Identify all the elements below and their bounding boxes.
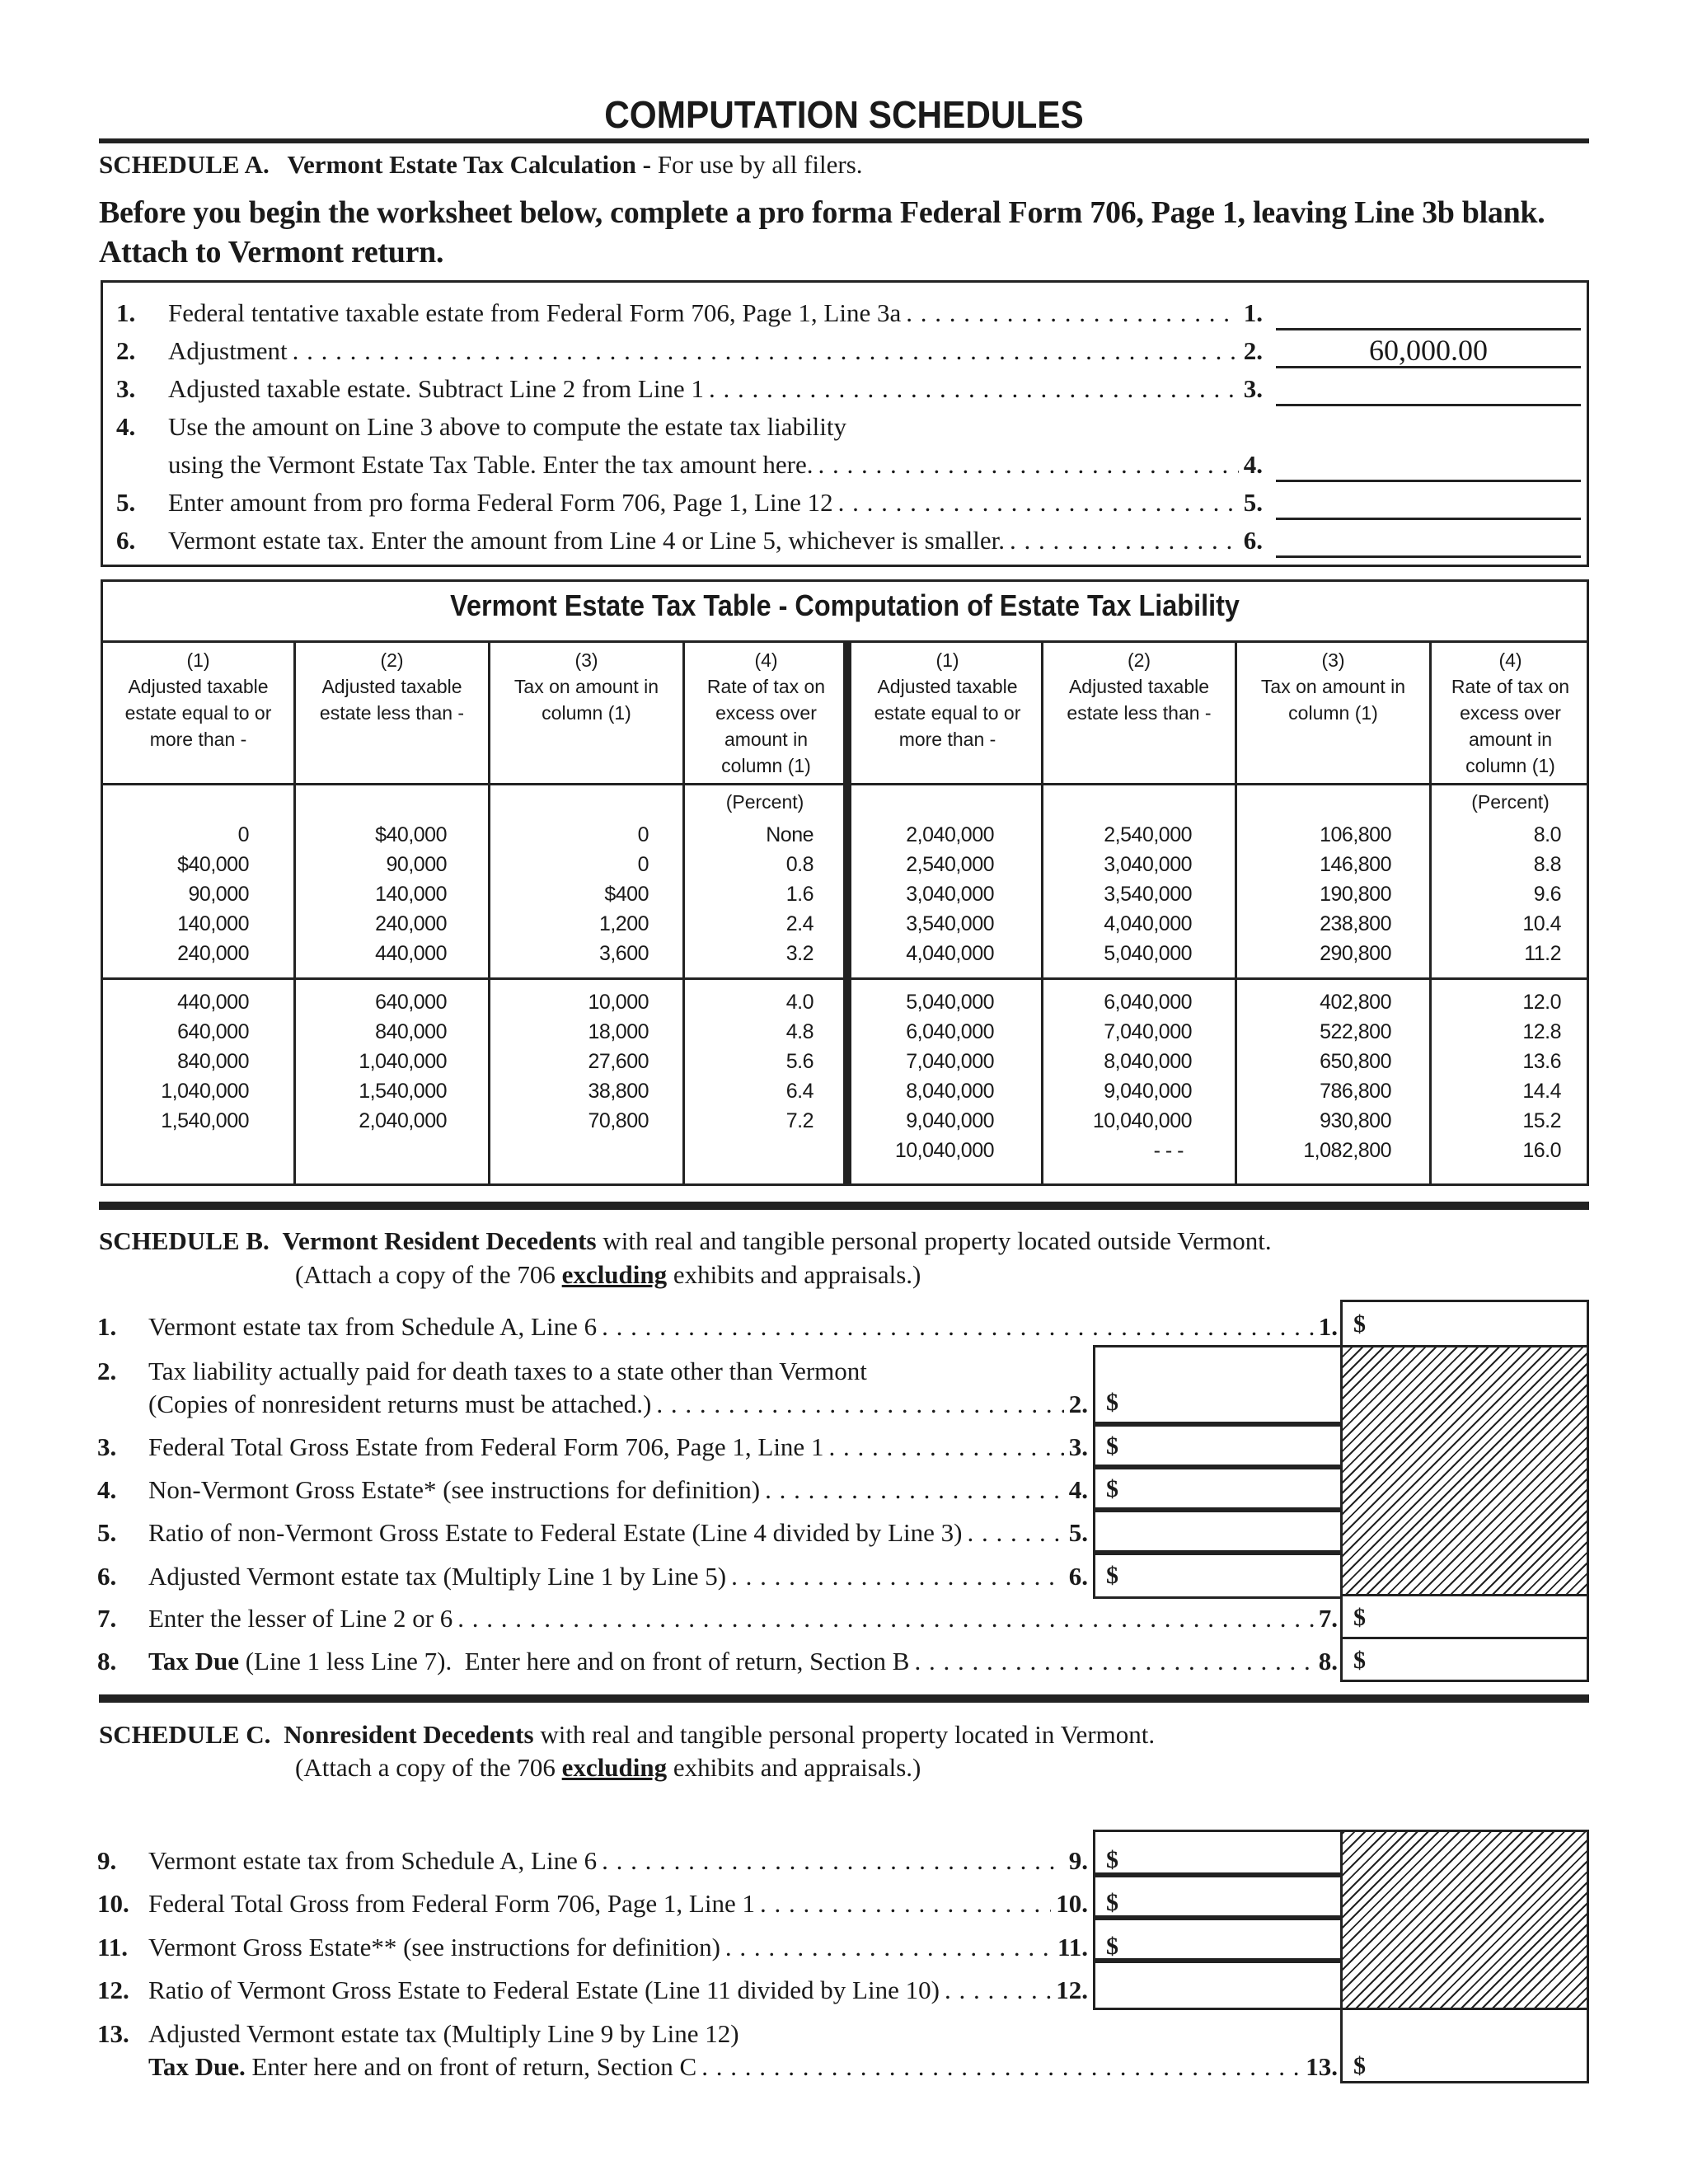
worksheet-line bbox=[148, 1975, 1088, 2005]
table-cell: 1,540,000 bbox=[161, 1109, 249, 1132]
attach-note-pre: (Attach a copy of the 706 bbox=[295, 1753, 562, 1782]
table-cell: 15.2 bbox=[1522, 1109, 1561, 1132]
schedule-b-attach-note bbox=[295, 1260, 921, 1290]
table-cell: 0.8 bbox=[785, 853, 814, 876]
table-cell: 14.4 bbox=[1522, 1080, 1561, 1103]
table-cell: 5,040,000 bbox=[1104, 942, 1192, 965]
schedule-c-attach-note bbox=[295, 1753, 921, 1783]
instruction-line-1: Before you begin the worksheet below, complete a pro forma Federal Form 706, Page 1, leaving Line 3b blank. bbox=[99, 195, 1545, 230]
table-cell: 2,540,000 bbox=[906, 853, 994, 876]
estate-tax-table-title: Vermont Estate Tax Table - Computation of Estate Tax Liability bbox=[450, 588, 1240, 622]
header-text: column (1) bbox=[1288, 702, 1378, 724]
dollar-sign: $ bbox=[1106, 1562, 1118, 1589]
leader-dots bbox=[457, 1604, 1313, 1633]
line-text: Use the amount on Line 3 above to compute the estate tax liability bbox=[168, 412, 846, 441]
leader-dots bbox=[760, 1889, 1051, 1919]
schedule-c-description: with real and tangible personal property located in Vermont. bbox=[540, 1720, 1156, 1749]
table-cell: 2,040,000 bbox=[906, 823, 994, 846]
schedule-a-title: Vermont Estate Tax Calculation - bbox=[287, 150, 651, 179]
table-cell: $40,000 bbox=[375, 823, 447, 846]
table-cell: 11.2 bbox=[1524, 942, 1561, 965]
schedule-b-title: Vermont Resident Decedents bbox=[282, 1226, 597, 1255]
table-cell: 90,000 bbox=[386, 853, 447, 876]
percent-label: (Percent) bbox=[1471, 791, 1550, 813]
leader-dots bbox=[602, 1312, 1314, 1342]
leader-dots bbox=[828, 1432, 1063, 1462]
table-cell: 12.8 bbox=[1522, 1020, 1561, 1043]
table-cell: 3,540,000 bbox=[1104, 883, 1192, 906]
line-end-number: 9. bbox=[1068, 1846, 1088, 1875]
table-cell: 9.6 bbox=[1533, 883, 1561, 906]
leader-dots bbox=[906, 298, 1239, 328]
schedule-b-heading bbox=[99, 1226, 1272, 1256]
table-cell: 290,800 bbox=[1320, 942, 1391, 965]
table-cell: 440,000 bbox=[375, 942, 447, 965]
line-text: Enter the lesser of Line 2 or 6 bbox=[148, 1604, 453, 1633]
line-end-number: 6. bbox=[1068, 1562, 1088, 1591]
dollar-sign: $ bbox=[1106, 1389, 1118, 1416]
schedule-a-heading bbox=[99, 150, 863, 180]
answer-line bbox=[1276, 328, 1581, 330]
worksheet-line bbox=[148, 1604, 1338, 1633]
schedule-c-title: Nonresident Decedents bbox=[284, 1720, 534, 1749]
table-cell: 8.8 bbox=[1533, 853, 1561, 876]
table-cell: 0 bbox=[637, 853, 649, 876]
table-cell: 1,082,800 bbox=[1303, 1139, 1391, 1162]
worksheet-line bbox=[148, 1312, 1338, 1342]
column-header bbox=[854, 647, 1041, 752]
worksheet-line bbox=[168, 488, 1263, 518]
attach-note-post: exhibits and appraisals.) bbox=[667, 1260, 921, 1289]
line-number: 6. bbox=[116, 526, 136, 555]
table-cell: 10,040,000 bbox=[894, 1139, 994, 1162]
dollar-sign: $ bbox=[1106, 1475, 1118, 1502]
table-cell: 7,040,000 bbox=[1104, 1020, 1192, 1043]
line-end-number: 1. bbox=[1318, 1312, 1338, 1341]
line-end-number: 8. bbox=[1318, 1647, 1338, 1675]
header-text: (4) bbox=[1498, 649, 1522, 671]
header-text: Rate of tax on bbox=[706, 676, 826, 697]
schedule-a-label: SCHEDULE A. bbox=[99, 150, 270, 179]
line-end-number: 1. bbox=[1243, 298, 1263, 327]
header-text: excess over bbox=[715, 702, 817, 724]
column-header bbox=[103, 647, 293, 752]
line-number: 2. bbox=[97, 1357, 117, 1385]
table-cell: 10.4 bbox=[1522, 912, 1561, 935]
line-11-amount-field[interactable] bbox=[1093, 1915, 1343, 1963]
line-4-amount-field[interactable] bbox=[1093, 1465, 1343, 1512]
table-cell: 38,800 bbox=[588, 1080, 649, 1103]
dollar-sign: $ bbox=[1353, 1647, 1366, 1674]
table-cell: 0 bbox=[637, 823, 649, 846]
line-number: 3. bbox=[116, 374, 136, 403]
hatched-area bbox=[1340, 1345, 1589, 1596]
line-end-number: 5. bbox=[1068, 1518, 1088, 1547]
leader-dots bbox=[914, 1647, 1313, 1676]
column-header bbox=[296, 647, 488, 726]
line-number: 13. bbox=[97, 2019, 129, 2048]
table-cell: 146,800 bbox=[1320, 853, 1391, 876]
table-cell: $40,000 bbox=[177, 853, 249, 876]
line-end-number: 11. bbox=[1057, 1933, 1088, 1961]
leader-dots bbox=[656, 1390, 1063, 1419]
worksheet-line bbox=[168, 526, 1263, 555]
leader-dots bbox=[1010, 526, 1239, 555]
table-cell: 9,040,000 bbox=[906, 1109, 994, 1132]
line-12-amount-field[interactable] bbox=[1093, 1958, 1343, 2010]
header-text: more than - bbox=[149, 729, 247, 750]
line-number: 4. bbox=[97, 1475, 117, 1504]
line-number: 4. bbox=[116, 412, 136, 441]
header-text: (2) bbox=[380, 649, 404, 671]
line-text-bold: Tax Due bbox=[148, 1647, 239, 1675]
table-cell: 3.2 bbox=[785, 942, 814, 965]
worksheet-line bbox=[148, 1889, 1088, 1919]
table-cell: 0 bbox=[237, 823, 249, 846]
table-cell: 7,040,000 bbox=[906, 1050, 994, 1073]
leader-dots bbox=[731, 1562, 1064, 1591]
table-cell: 9,040,000 bbox=[1104, 1080, 1192, 1103]
leader-dots bbox=[945, 1975, 1051, 2005]
line-end-number: 6. bbox=[1243, 526, 1263, 555]
table-cell: - - - bbox=[1153, 1139, 1184, 1162]
line-3-amount-field[interactable] bbox=[1093, 1422, 1343, 1469]
worksheet-line bbox=[168, 374, 1263, 404]
table-cell: 6,040,000 bbox=[1104, 991, 1192, 1014]
table-cell: 3,600 bbox=[598, 942, 649, 965]
answer-line bbox=[1276, 518, 1581, 520]
schedule-divider-1 bbox=[99, 1202, 1589, 1210]
table-cell: 2,540,000 bbox=[1104, 823, 1192, 846]
table-cell: 2.4 bbox=[785, 912, 814, 935]
header-rule bbox=[101, 783, 1589, 785]
line-text: Vermont Gross Estate** (see instructions for definition) bbox=[148, 1933, 720, 1961]
table-cell: 640,000 bbox=[375, 991, 447, 1014]
line-end-number: 4. bbox=[1068, 1475, 1088, 1504]
line-end-number: 10. bbox=[1056, 1889, 1088, 1918]
header-text: Adjusted taxable bbox=[321, 676, 462, 697]
line-end-number: 3. bbox=[1243, 374, 1263, 403]
percent-label: (Percent) bbox=[725, 791, 804, 813]
dollar-sign: $ bbox=[1106, 1889, 1118, 1916]
line-13-amount-field[interactable] bbox=[1340, 2008, 1589, 2083]
leader-dots bbox=[818, 450, 1239, 480]
worksheet-line bbox=[148, 1647, 1338, 1676]
worksheet-line bbox=[168, 298, 1263, 328]
line-number: 12. bbox=[97, 1975, 129, 2004]
header-text: Adjusted taxable bbox=[128, 676, 269, 697]
header-text: estate less than - bbox=[319, 702, 465, 724]
line-text: Tax liability actually paid for death taxes to a state other than Vermont bbox=[148, 1357, 867, 1385]
header-text: (1) bbox=[935, 649, 959, 671]
line-8-amount-field[interactable] bbox=[1340, 1637, 1589, 1682]
line-text: Adjustment bbox=[168, 336, 288, 365]
line-number: 7. bbox=[97, 1604, 117, 1633]
header-text: (1) bbox=[186, 649, 210, 671]
column-header bbox=[490, 647, 682, 726]
column-header bbox=[685, 647, 847, 779]
worksheet-line bbox=[148, 1432, 1088, 1462]
leader-dots bbox=[725, 1933, 1053, 1962]
table-cell: 5,040,000 bbox=[906, 991, 994, 1014]
dollar-sign: $ bbox=[1353, 2052, 1366, 2079]
header-text: Adjusted taxable bbox=[877, 676, 1018, 697]
line-10-amount-field[interactable] bbox=[1093, 1872, 1343, 1920]
line-end-number: 2. bbox=[1243, 336, 1263, 365]
line-end-number: 5. bbox=[1243, 488, 1263, 517]
line-number: 1. bbox=[116, 298, 136, 327]
table-cell: None bbox=[766, 823, 814, 846]
line-number: 1. bbox=[97, 1312, 117, 1341]
attach-note-emphasis: excluding bbox=[561, 1260, 668, 1289]
line-text: (Line 1 less Line 7). Enter here and on front of return, Section B bbox=[238, 1647, 910, 1675]
table-cell: 522,800 bbox=[1320, 1020, 1391, 1043]
leader-dots bbox=[701, 2052, 1301, 2082]
worksheet-line bbox=[168, 450, 1263, 480]
header-text: Tax on amount in bbox=[1260, 676, 1406, 697]
table-cell: 1.6 bbox=[785, 883, 814, 906]
table-cell: 6.4 bbox=[785, 1080, 814, 1103]
worksheet-line bbox=[148, 1475, 1088, 1505]
table-cell: 3,040,000 bbox=[906, 883, 994, 906]
table-cell: 70,800 bbox=[588, 1109, 649, 1132]
worksheet-line bbox=[148, 1933, 1088, 1962]
table-cell: 4,040,000 bbox=[1104, 912, 1192, 935]
header-text: amount in bbox=[1468, 729, 1552, 750]
line-number: 6. bbox=[97, 1562, 117, 1591]
line-1-amount-field[interactable] bbox=[1340, 1300, 1589, 1347]
table-cell: 90,000 bbox=[188, 883, 249, 906]
header-text: amount in bbox=[724, 729, 808, 750]
table-cell: 8,040,000 bbox=[906, 1080, 994, 1103]
leader-dots bbox=[602, 1846, 1064, 1876]
line-text: Non-Vermont Gross Estate* (see instructions for definition) bbox=[148, 1475, 761, 1504]
worksheet-line bbox=[148, 1846, 1088, 1876]
line-5-amount-field[interactable] bbox=[1093, 1507, 1343, 1555]
line-text: Enter here and on front of return, Section C bbox=[245, 2052, 697, 2081]
header-text: Adjusted taxable bbox=[1068, 676, 1210, 697]
header-text: column (1) bbox=[542, 702, 631, 724]
header-text: estate equal to or bbox=[124, 702, 272, 724]
line-number: 5. bbox=[116, 488, 136, 517]
line-text: Federal Total Gross Estate from Federal Form 706, Page 1, Line 1 bbox=[148, 1432, 824, 1461]
table-cell: 440,000 bbox=[177, 991, 249, 1014]
table-cell: 3,540,000 bbox=[906, 912, 994, 935]
schedule-c-heading bbox=[99, 1720, 1155, 1750]
attach-note-emphasis: excluding bbox=[561, 1753, 668, 1782]
table-cell: 1,200 bbox=[598, 912, 649, 935]
line-text: Federal Total Gross from Federal Form 706, Page 1, Line 1 bbox=[148, 1889, 755, 1918]
header-text: (2) bbox=[1127, 649, 1151, 671]
line-number: 2. bbox=[116, 336, 136, 365]
header-text: estate equal to or bbox=[874, 702, 1021, 724]
worksheet-line bbox=[148, 1518, 1088, 1548]
line-number: 10. bbox=[97, 1889, 129, 1918]
table-cell: 7.2 bbox=[785, 1109, 814, 1132]
column-header bbox=[1432, 647, 1589, 779]
table-cell: 106,800 bbox=[1320, 823, 1391, 846]
line-end-number: 3. bbox=[1068, 1432, 1088, 1461]
header-text: (3) bbox=[574, 649, 598, 671]
attach-note-post: exhibits and appraisals.) bbox=[667, 1753, 921, 1782]
line-text: Vermont estate tax. Enter the amount from Line 4 or Line 5, whichever is smaller. bbox=[168, 526, 1005, 555]
table-cell: 4.8 bbox=[785, 1020, 814, 1043]
header-text: (3) bbox=[1321, 649, 1345, 671]
table-cell: 16.0 bbox=[1522, 1139, 1561, 1162]
table-cell: 13.6 bbox=[1522, 1050, 1561, 1073]
header-text: excess over bbox=[1460, 702, 1561, 724]
line-number: 5. bbox=[97, 1518, 117, 1547]
table-cell: 10,000 bbox=[588, 991, 649, 1014]
line-text: (Copies of nonresident returns must be attached.) bbox=[148, 1390, 652, 1418]
line-text: Enter amount from pro forma Federal Form 706, Page 1, Line 12 bbox=[168, 488, 833, 517]
table-cell: 4.0 bbox=[785, 991, 814, 1014]
line-end-number: 7. bbox=[1318, 1604, 1338, 1633]
header-text: estate less than - bbox=[1067, 702, 1212, 724]
table-cell: 840,000 bbox=[177, 1050, 249, 1073]
header-text: column (1) bbox=[721, 755, 811, 776]
table-cell: 402,800 bbox=[1320, 991, 1391, 1014]
header-text: Rate of tax on bbox=[1451, 676, 1570, 697]
worksheet-line bbox=[148, 1562, 1088, 1591]
line-7-amount-field[interactable] bbox=[1340, 1594, 1589, 1639]
schedule-divider-2 bbox=[99, 1694, 1589, 1703]
line-text: Adjusted Vermont estate tax (Multiply Line 1 by Line 5) bbox=[148, 1562, 727, 1591]
table-cell: 8.0 bbox=[1533, 823, 1561, 846]
leader-dots bbox=[838, 488, 1239, 518]
table-cell: 240,000 bbox=[375, 912, 447, 935]
table-cell: 640,000 bbox=[177, 1020, 249, 1043]
table-cell: 190,800 bbox=[1320, 883, 1391, 906]
title-rule bbox=[99, 138, 1589, 143]
leader-dots bbox=[709, 374, 1239, 404]
table-cell: 10,040,000 bbox=[1092, 1109, 1192, 1132]
table-cell: 4,040,000 bbox=[906, 942, 994, 965]
line-text: Federal tentative taxable estate from Federal Form 706, Page 1, Line 3a bbox=[168, 298, 902, 327]
table-cell: 238,800 bbox=[1320, 912, 1391, 935]
column-header bbox=[1237, 647, 1429, 726]
table-cell: 1,040,000 bbox=[161, 1080, 249, 1103]
line-text-bold: Tax Due. bbox=[148, 2052, 246, 2081]
leader-dots bbox=[293, 336, 1239, 366]
hatched-area bbox=[1340, 1830, 1589, 2010]
line-text: using the Vermont Estate Tax Table. Enter the tax amount here. bbox=[168, 450, 814, 479]
line-end-number: 2. bbox=[1068, 1390, 1088, 1418]
table-cell: 1,040,000 bbox=[359, 1050, 447, 1073]
worksheet-line bbox=[148, 1390, 1088, 1419]
leader-dots bbox=[765, 1475, 1064, 1505]
table-cell: 140,000 bbox=[375, 883, 447, 906]
table-cell: 786,800 bbox=[1320, 1080, 1391, 1103]
line-text: Vermont estate tax from Schedule A, Line 6 bbox=[148, 1846, 598, 1875]
table-cell: 6,040,000 bbox=[906, 1020, 994, 1043]
line-number: 8. bbox=[97, 1647, 117, 1675]
dollar-sign: $ bbox=[1106, 1846, 1118, 1873]
worksheet-line bbox=[148, 2052, 1338, 2082]
table-cell: 140,000 bbox=[177, 912, 249, 935]
table-cell: 930,800 bbox=[1320, 1109, 1391, 1132]
dollar-sign: $ bbox=[1353, 1310, 1366, 1338]
answer-line bbox=[1276, 404, 1581, 406]
table-cell: 1,540,000 bbox=[359, 1080, 447, 1103]
dollar-sign: $ bbox=[1106, 1432, 1118, 1460]
line-text: Adjusted taxable estate. Subtract Line 2 from Line 1 bbox=[168, 374, 704, 403]
header-text: Tax on amount in bbox=[513, 676, 659, 697]
line-text: Adjusted Vermont estate tax (Multiply Line 9 by Line 12) bbox=[148, 2019, 739, 2048]
schedule-b-label: SCHEDULE B. bbox=[99, 1226, 270, 1255]
dollar-sign: $ bbox=[1106, 1933, 1118, 1960]
page-title: COMPUTATION SCHEDULES bbox=[604, 93, 1084, 136]
table-cell: 840,000 bbox=[375, 1020, 447, 1043]
table-cell: 5.6 bbox=[785, 1050, 814, 1073]
instruction-line-2: Attach to Vermont return. bbox=[99, 235, 444, 269]
answer-line bbox=[1276, 480, 1581, 482]
worksheet-line bbox=[168, 336, 1263, 366]
table-cell: 8,040,000 bbox=[1104, 1050, 1192, 1073]
line-6-amount-field[interactable] bbox=[1093, 1550, 1343, 1599]
header-text: column (1) bbox=[1465, 755, 1555, 776]
header-text: (4) bbox=[754, 649, 778, 671]
row-group-rule bbox=[101, 977, 1589, 980]
table-cell: 3,040,000 bbox=[1104, 853, 1192, 876]
column-header bbox=[1043, 647, 1235, 726]
table-cell: 27,600 bbox=[588, 1050, 649, 1073]
line-end-number: 13. bbox=[1306, 2052, 1338, 2081]
line-2-value-field[interactable]: 60,000.00 bbox=[1369, 334, 1488, 367]
dollar-sign: $ bbox=[1353, 1604, 1366, 1631]
line-end-number: 4. bbox=[1243, 450, 1263, 479]
line-end-number: 12. bbox=[1056, 1975, 1088, 2004]
table-cell: 18,000 bbox=[588, 1020, 649, 1043]
table-cell: 240,000 bbox=[177, 942, 249, 965]
line-text: Ratio of Vermont Gross Estate to Federal Estate (Line 11 divided by Line 10) bbox=[148, 1975, 940, 2004]
table-cell: 2,040,000 bbox=[359, 1109, 447, 1132]
line-2-amount-field[interactable] bbox=[1093, 1345, 1343, 1427]
schedule-a-note: For use by all filers. bbox=[657, 150, 863, 179]
table-cell: $400 bbox=[604, 883, 649, 906]
line-text: Ratio of non-Vermont Gross Estate to Federal Estate (Line 4 divided by Line 3) bbox=[148, 1518, 963, 1547]
schedule-a-instruction bbox=[99, 193, 1545, 272]
table-cell: 12.0 bbox=[1522, 991, 1561, 1014]
line-9-amount-field[interactable] bbox=[1093, 1830, 1343, 1877]
table-cell: 650,800 bbox=[1320, 1050, 1391, 1073]
answer-line bbox=[1276, 555, 1581, 558]
line-number: 11. bbox=[97, 1933, 129, 1961]
line-number: 3. bbox=[97, 1432, 117, 1461]
header-text: more than - bbox=[898, 729, 996, 750]
leader-dots bbox=[967, 1518, 1063, 1548]
line-number: 9. bbox=[97, 1846, 117, 1875]
schedule-b-description: with real and tangible personal property located outside Vermont. bbox=[603, 1226, 1272, 1255]
attach-note-pre: (Attach a copy of the 706 bbox=[295, 1260, 562, 1289]
schedule-c-label: SCHEDULE C. bbox=[99, 1720, 271, 1749]
line-text: Vermont estate tax from Schedule A, Line 6 bbox=[148, 1312, 598, 1341]
